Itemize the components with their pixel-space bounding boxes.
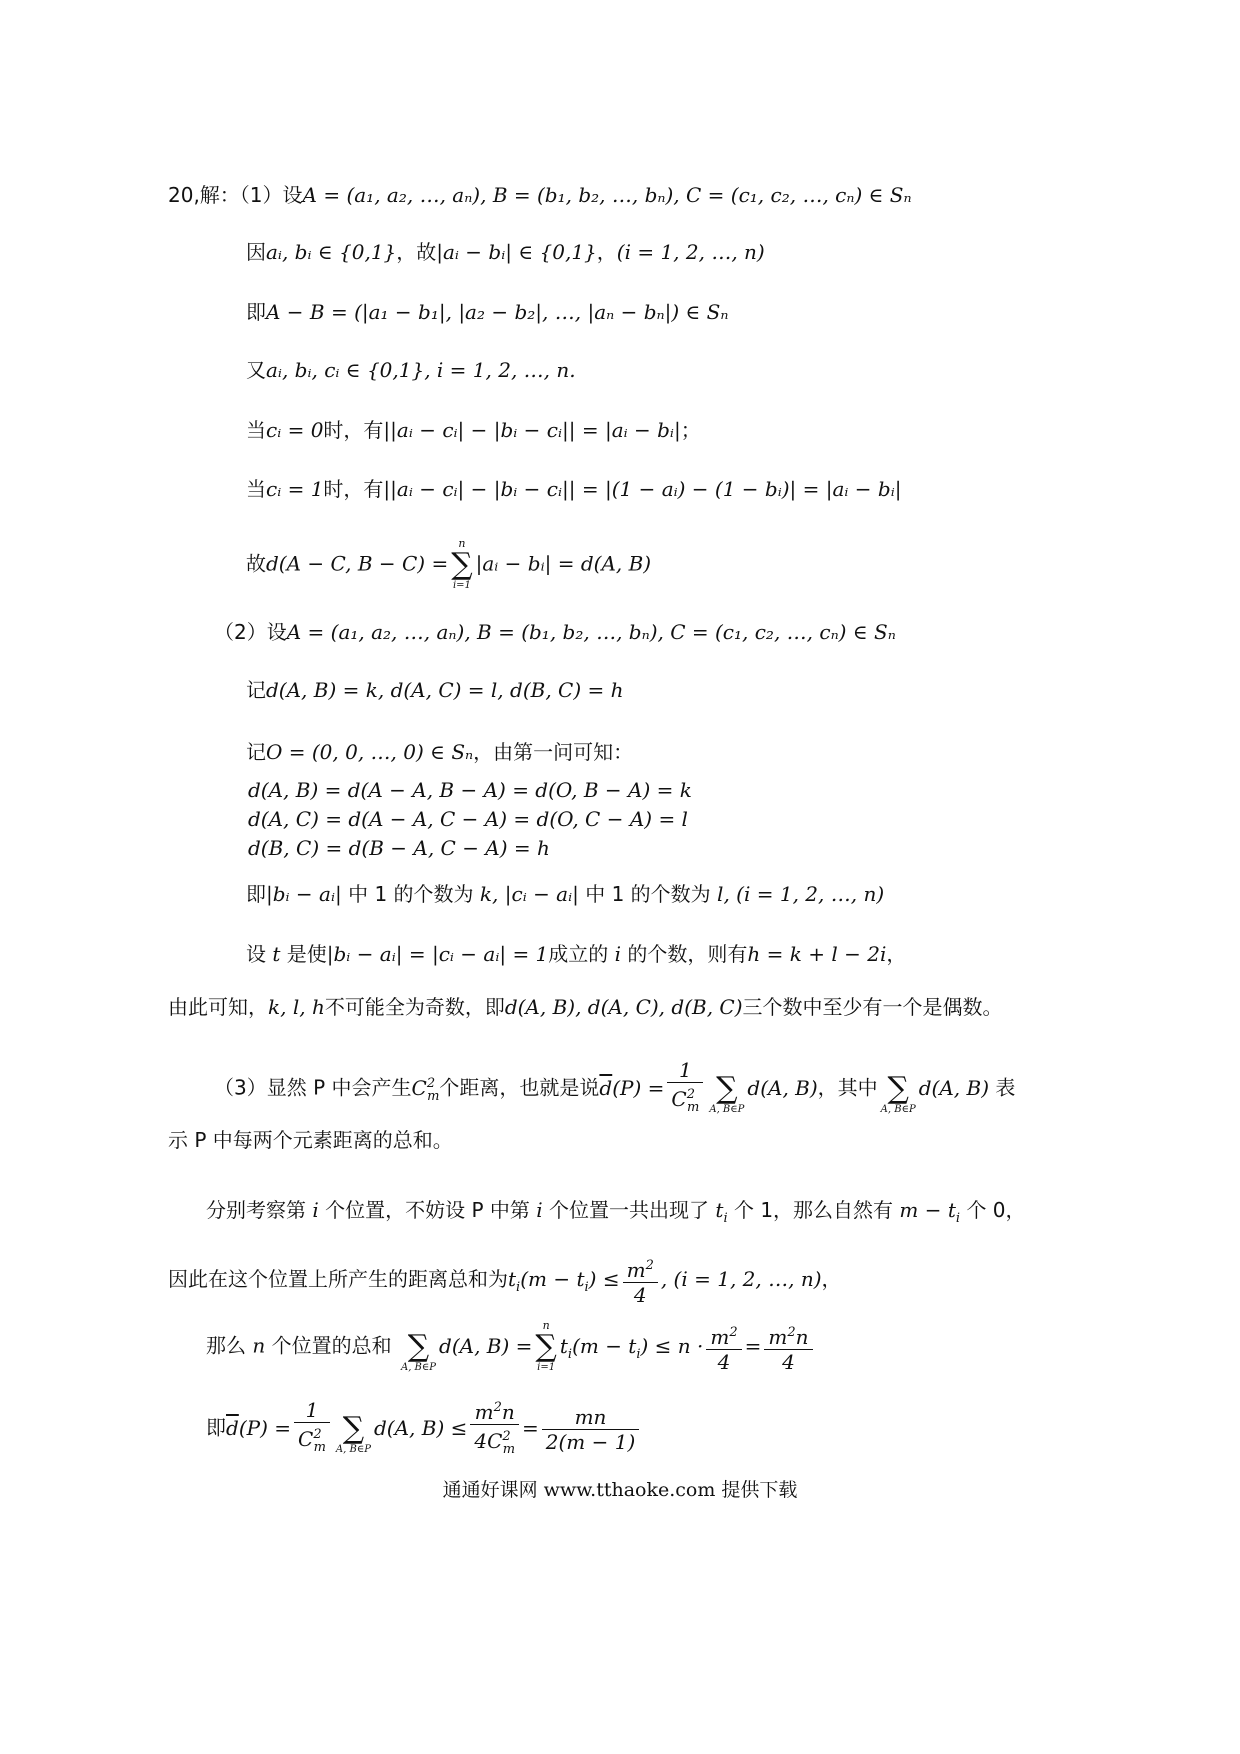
math: |bᵢ − aᵢ| = |cᵢ − aᵢ| = 1 xyxy=(326,942,549,966)
line-11 xyxy=(248,776,692,804)
text: 即 xyxy=(246,300,266,324)
text: 表 xyxy=(995,1075,1016,1100)
line-21 xyxy=(206,1320,816,1374)
math: i xyxy=(312,1198,319,1222)
text: 当 xyxy=(246,477,266,501)
text: 那么 xyxy=(206,1333,246,1358)
text: 记 xyxy=(246,740,266,764)
text: 记 xyxy=(246,678,266,702)
text: 的个数，则有 xyxy=(627,942,748,966)
math: aᵢ, bᵢ, cᵢ ∈ {0,1}, i = 1, 2, …, n. xyxy=(266,358,576,382)
text: 个 0， xyxy=(966,1198,1026,1222)
math: |aᵢ − bᵢ| ∈ {0,1} xyxy=(436,240,597,264)
text: 成立的 xyxy=(548,942,609,966)
math: $m - t_i$ xyxy=(899,1198,961,1226)
avg-distance-formula: $\overline{d}(P)$ = $\frac{1}{C^2_m}$ ∑ A, B∈P d(A, B) xyxy=(599,1058,818,1115)
combination-c-m-2: $C^2_m$ xyxy=(411,1075,440,1104)
math: |aᵢ − bᵢ| = d(A, B) xyxy=(475,551,652,576)
math: d(A, B) = k, d(A, C) = l, d(B, C) = h xyxy=(266,678,624,702)
math: d(A, B), d(A, C), d(B, C) xyxy=(504,995,743,1019)
math: A − B = (|a₁ − b₁|, |a₂ − b₂|, …, |aₙ − bₙ|) ∈ Sₙ xyxy=(266,300,729,324)
line-10 xyxy=(246,738,633,766)
line-17 xyxy=(214,1058,1015,1120)
text: 三个数中至少有一个是偶数。 xyxy=(742,995,1003,1019)
math: cᵢ = 1 xyxy=(266,477,324,501)
line-16 xyxy=(168,993,1003,1021)
text: 中 1 的个数为 xyxy=(348,882,474,906)
math: i xyxy=(614,942,622,966)
text: 个位置一共出现了 xyxy=(549,1198,710,1222)
math: (i = 1, 2, …, n) xyxy=(616,240,765,264)
line-18 xyxy=(168,1126,453,1154)
math: d(A, C) = d(A − A, C − A) = d(O, C − A) = l xyxy=(248,807,688,831)
text: 时，有 xyxy=(323,477,384,501)
text: 不可能全为奇数，即 xyxy=(324,995,505,1019)
sum-distance: ∑ A, B∈P d(A, B) xyxy=(880,1071,989,1115)
math-final-bound: $\overline{d}(P)$ = $\frac{1}{C^2_m}$ ∑ A, B∈P d(A, B) ≤ $\frac{m^2n}{4C^2_m}$ = $\frac{mn}{2(m - 1)}$ xyxy=(226,1416,642,1440)
text: ； xyxy=(680,418,701,442)
math: k, xyxy=(479,882,499,906)
math: O = (0, 0, …, 0) ∈ Sₙ xyxy=(266,740,474,764)
line-2 xyxy=(246,238,765,266)
math: l, xyxy=(717,882,730,906)
math-position-bound: $t_i(m - t_i)$ ≤ $\frac{m^2}{4}$ , (i = 1, 2, …, n) xyxy=(508,1267,822,1291)
math: d(B, C) = d(B − A, C − A) = h xyxy=(248,836,550,860)
text: 因 xyxy=(246,240,266,264)
line-22 xyxy=(206,1396,642,1462)
text: （3）显然 P 中会产生 xyxy=(214,1075,412,1100)
text: ， xyxy=(886,942,907,966)
math: i xyxy=(536,1198,543,1222)
footer-watermark: 通通好课网 www.tthaoke.com 提供下载 xyxy=(442,1479,798,1501)
math: k, l, h xyxy=(268,995,325,1019)
math: h = k + l − 2i xyxy=(747,942,887,966)
math: aᵢ, bᵢ ∈ {0,1} xyxy=(266,240,397,264)
math: |cᵢ − aᵢ| xyxy=(504,882,579,906)
text: ， xyxy=(821,1267,842,1291)
text: 当 xyxy=(246,418,266,442)
line-13 xyxy=(248,834,550,862)
math: d(A, B) = d(A − A, B − A) = d(O, B − A) = k xyxy=(248,778,692,802)
line-9 xyxy=(246,676,624,704)
sum-symbol: n ∑ i=1 xyxy=(451,537,473,591)
line-3 xyxy=(246,298,728,326)
text: ，故 xyxy=(396,240,437,264)
line-1 xyxy=(168,181,912,209)
line-15 xyxy=(246,940,906,968)
problem-heading: 20,解：（1）设 xyxy=(168,183,303,207)
math: t xyxy=(272,942,281,966)
text: 设 xyxy=(246,942,266,966)
math: d(A − C, B − C) = xyxy=(266,551,449,576)
text: 中 1 的个数为 xyxy=(585,882,711,906)
text: 示 P 中每两个元素距离的总和。 xyxy=(168,1128,453,1152)
math: ||aᵢ − cᵢ| − |bᵢ − cᵢ|| = |(1 − aᵢ) − (1 − bᵢ)| = |aᵢ − bᵢ| xyxy=(383,477,902,501)
text: 是使 xyxy=(286,942,327,966)
text: （2）设 xyxy=(214,620,287,644)
text: 即 xyxy=(206,1415,226,1440)
math: ||aᵢ − cᵢ| − |bᵢ − cᵢ|| = |aᵢ − bᵢ| xyxy=(383,418,681,442)
text: 由此可知， xyxy=(168,995,268,1019)
text: 个位置，不妨设 P 中第 xyxy=(325,1198,530,1222)
line-6 xyxy=(246,475,902,503)
text: 故 xyxy=(246,551,266,576)
line-7 xyxy=(246,538,651,592)
line-14 xyxy=(246,880,884,908)
text: 时，有 xyxy=(323,418,384,442)
math: (i = 1, 2, …, n) xyxy=(736,882,885,906)
line-5 xyxy=(246,416,701,444)
line-20 xyxy=(168,1254,842,1307)
line-19 xyxy=(206,1196,1026,1233)
text: 又 xyxy=(246,358,266,382)
math: cᵢ = 0 xyxy=(266,418,324,442)
text: 因此在这个位置上所产生的距离总和为 xyxy=(168,1267,508,1291)
text: 个距离，也就是说 xyxy=(439,1075,600,1100)
math-def-abc-1: A = (a₁, a₂, …, aₙ), B = (b₁, b₂, …, bₙ), C = (c₁, c₂, …, cₙ) ∈ Sₙ xyxy=(302,183,912,207)
text: 分别考察第 xyxy=(206,1198,306,1222)
text: 即 xyxy=(246,882,266,906)
text: ， xyxy=(596,240,617,264)
text: 个 1，那么自然有 xyxy=(733,1198,894,1222)
text: 个位置的总和 xyxy=(271,1333,392,1358)
text: ，由第一问可知： xyxy=(473,740,634,764)
math-total-bound: ∑ A, B∈P d(A, B) = n ∑ i=1 $t_i(m - t_i) \le n$ · $\frac{m^2}{4}$ = $\frac{m^2n}{4}$ xyxy=(398,1334,816,1358)
line-4 xyxy=(246,356,576,384)
text: ，其中 xyxy=(817,1075,878,1100)
line-8 xyxy=(214,618,896,646)
math: n xyxy=(252,1333,266,1358)
math: A = (a₁, a₂, …, aₙ), B = (b₁, b₂, …, bₙ), C = (c₁, c₂, …, cₙ) ∈ Sₙ xyxy=(286,620,896,644)
math: |bᵢ − aᵢ| xyxy=(266,882,342,906)
line-12 xyxy=(248,805,688,833)
math: $t_i$ xyxy=(715,1198,728,1226)
